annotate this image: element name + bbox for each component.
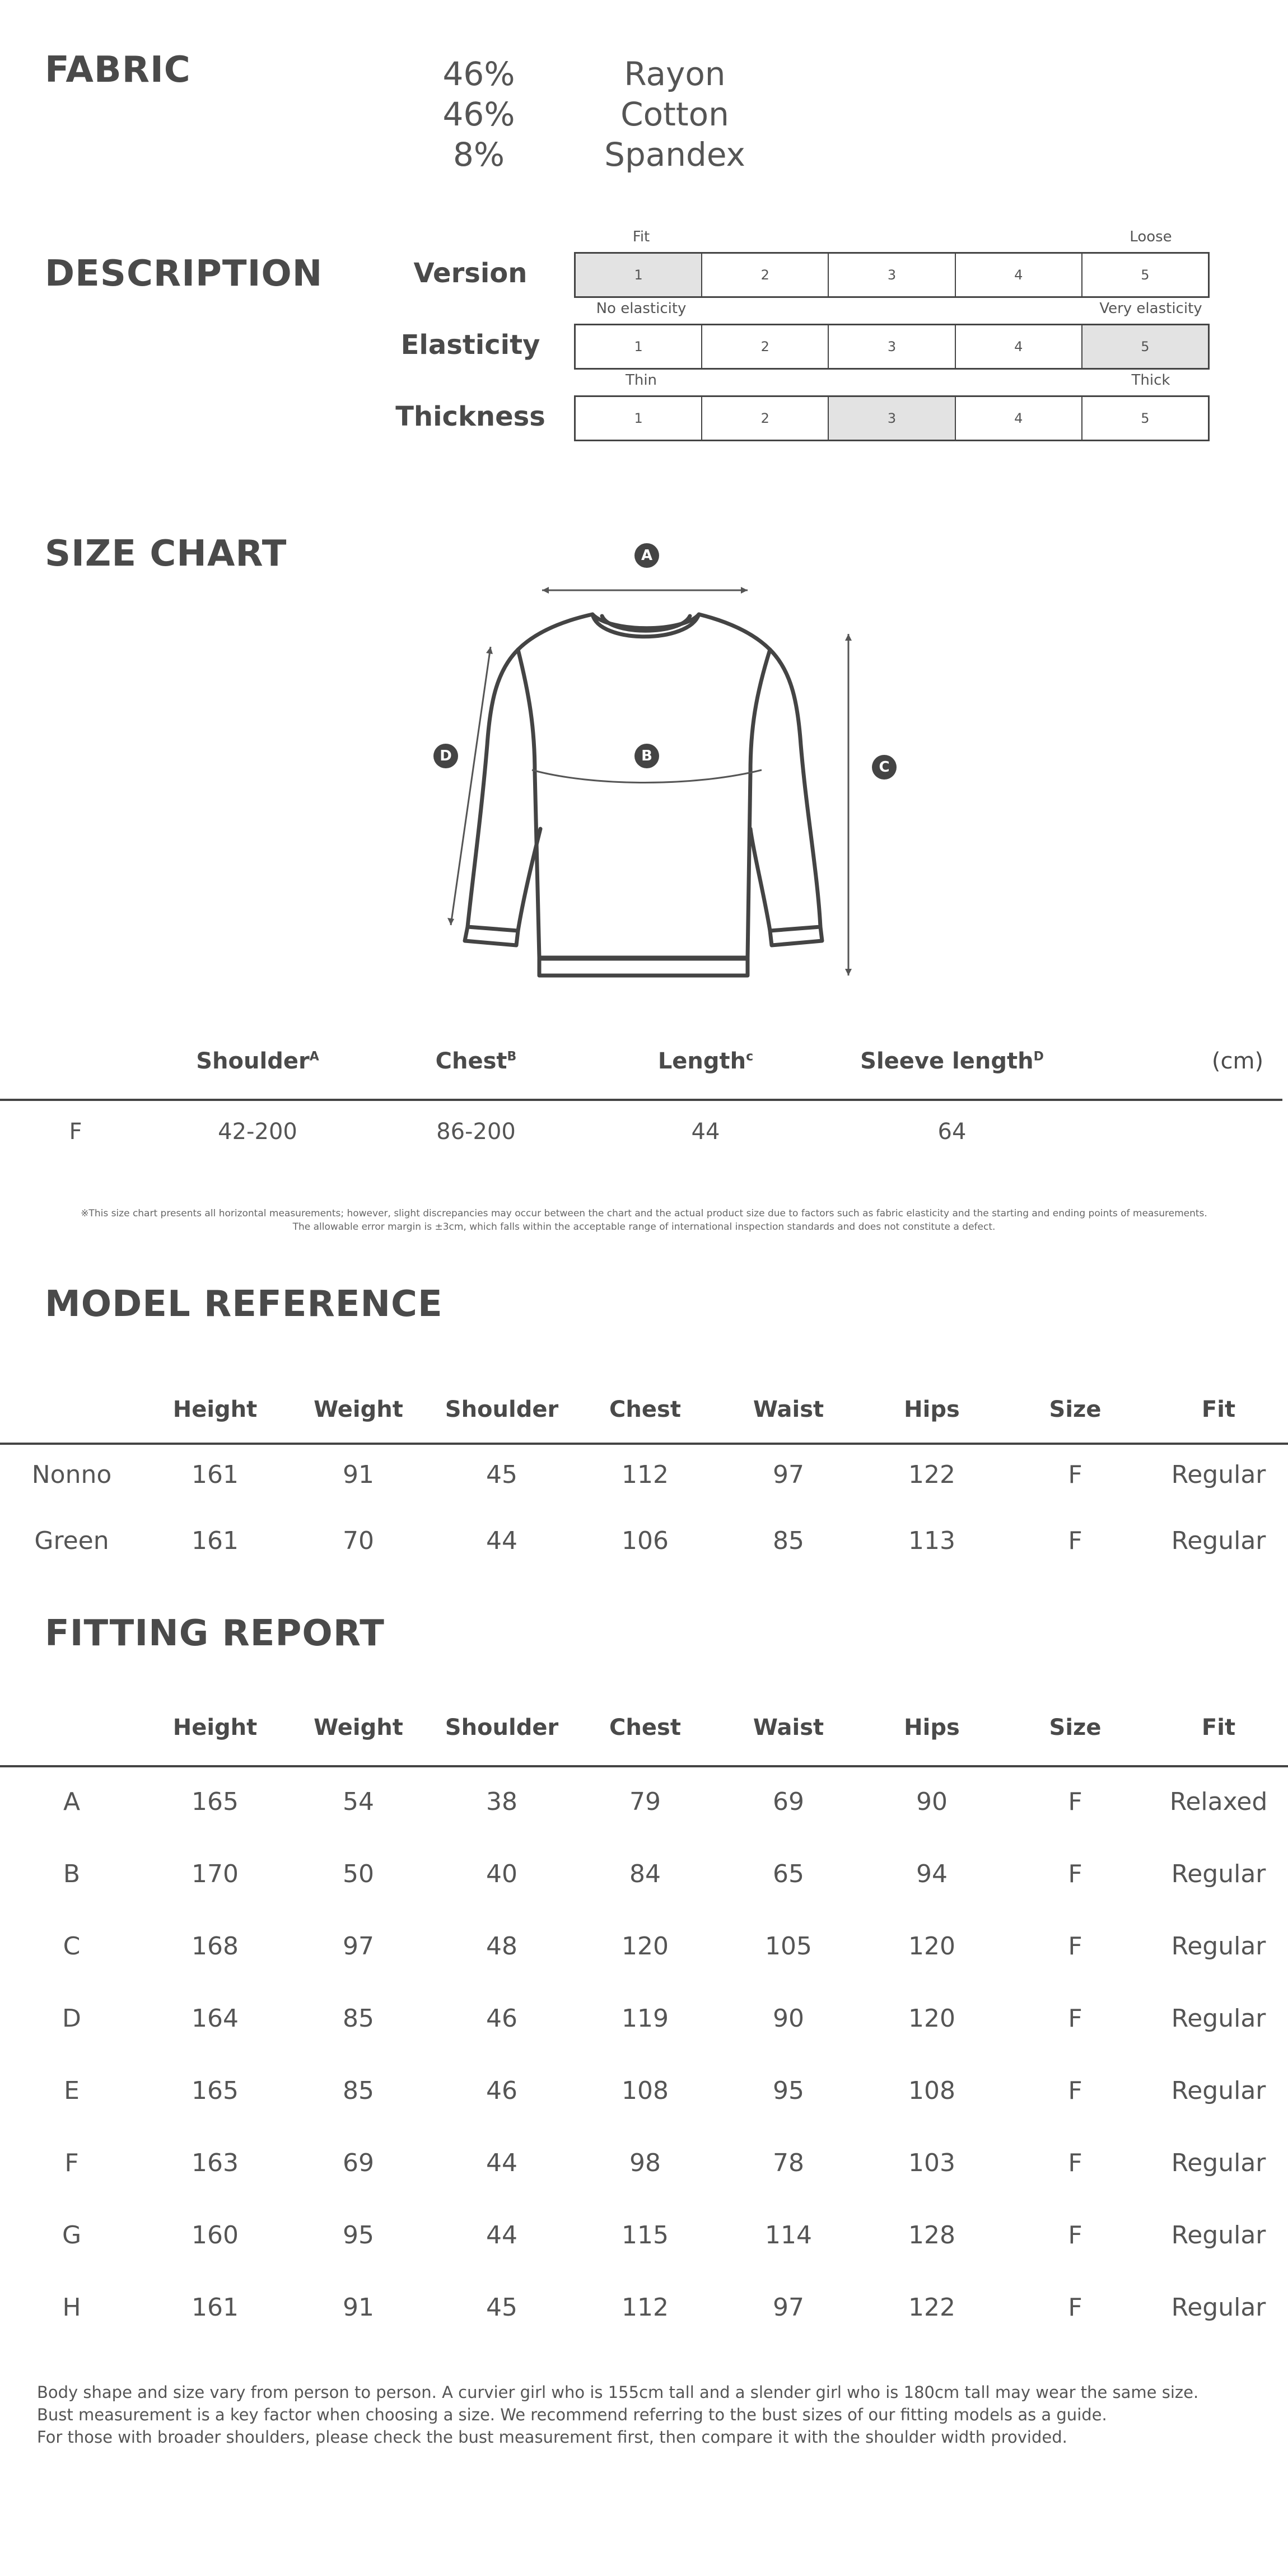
- table-cell: 120: [908, 2004, 955, 2033]
- table-row-label: C: [63, 1932, 81, 1961]
- table-cell: 128: [908, 2221, 955, 2250]
- table-cell: F: [1068, 1527, 1082, 1555]
- scale-high-label: Loose: [1130, 228, 1172, 245]
- table-cell: 38: [486, 1788, 517, 1816]
- table-cell: 50: [343, 1860, 374, 1888]
- size-col-length: Length$^c$: [657, 1048, 754, 1074]
- scale-option: 4: [956, 325, 1082, 368]
- scale-option: 3: [829, 397, 955, 440]
- table-cell: 170: [192, 1860, 239, 1888]
- fabric-percent: 8%: [452, 136, 505, 174]
- table-cell: 106: [622, 1527, 669, 1555]
- table-cell: F: [1068, 2004, 1082, 2033]
- table-cell: Regular: [1171, 2004, 1266, 2033]
- table-cell: 108: [908, 2076, 955, 2105]
- scale-low-label: Thin: [625, 372, 657, 389]
- table-header: Shoulder: [445, 1715, 559, 1740]
- table-row-label: E: [64, 2076, 80, 2105]
- scale-option: 5: [1141, 410, 1150, 426]
- table-header: Shoulder: [445, 1397, 559, 1422]
- divider: [0, 1443, 1288, 1445]
- table-cell: 54: [343, 1788, 374, 1816]
- table-cell: 120: [908, 1932, 955, 1961]
- table-cell: 160: [192, 2221, 239, 2250]
- table-cell: 120: [622, 1932, 669, 1961]
- table-cell: 91: [343, 2293, 374, 2322]
- marker-b-badge: B: [634, 744, 659, 768]
- scale-option: 4: [956, 397, 1082, 440]
- table-row-label: F: [64, 2149, 79, 2177]
- table-cell: 108: [622, 2076, 669, 2105]
- table-cell: 70: [343, 1527, 374, 1555]
- size-row-chest: 86-200: [436, 1119, 516, 1145]
- table-header: Chest: [609, 1715, 681, 1740]
- table-cell: 122: [908, 1460, 955, 1489]
- scale-high-label: Very elasticity: [1099, 300, 1202, 317]
- table-cell: 112: [622, 2293, 669, 2322]
- table-header: Fit: [1201, 1715, 1236, 1740]
- divider: [0, 1765, 1288, 1767]
- table-header: Size: [1049, 1397, 1102, 1422]
- table-cell: 90: [773, 2004, 804, 2033]
- table-cell: 97: [343, 1932, 374, 1961]
- scale-label: Thickness: [395, 401, 545, 432]
- table-cell: 105: [765, 1932, 812, 1961]
- table-cell: Relaxed: [1169, 1788, 1268, 1816]
- table-cell: 91: [343, 1460, 374, 1489]
- size-col-sleeve: Sleeve length$^D$: [860, 1048, 1044, 1074]
- scale-option: 4: [956, 254, 1082, 296]
- table-header: Height: [172, 1397, 258, 1422]
- table-cell: 46: [486, 2004, 517, 2033]
- table-header: Waist: [753, 1715, 824, 1740]
- table-cell: 161: [192, 1527, 239, 1555]
- table-header: Waist: [753, 1397, 824, 1422]
- size-note: ※This size chart presents all horizontal measurements; however, slight discrepancies may occur between the chart and the actual product size due to factors such as fabric elasticity and the starting and ending points of measurements. The allowable error margin is ±3cm, which falls within the acceptable range of international inspection standards and does not constitute a defect.: [81, 1208, 1207, 1233]
- size-col-shoulder: Shoulder$^A$: [196, 1048, 319, 1074]
- table-cell: Regular: [1171, 2221, 1266, 2250]
- fitting-report-heading: FITTING REPORT: [45, 1613, 385, 1654]
- table-cell: F: [1068, 2293, 1082, 2322]
- table-cell: Regular: [1171, 1460, 1266, 1489]
- fabric-heading: FABRIC: [45, 49, 191, 91]
- table-row-label: G: [62, 2221, 82, 2250]
- fabric-material: Rayon: [624, 55, 726, 93]
- marker-c-badge: C: [872, 755, 897, 780]
- table-cell: 168: [192, 1932, 239, 1961]
- table-header: Hips: [904, 1715, 960, 1740]
- scale-low-label: No elasticity: [596, 300, 687, 317]
- table-cell: Regular: [1171, 1860, 1266, 1888]
- scale-low-label: Fit: [632, 228, 650, 245]
- table-cell: 85: [773, 1527, 804, 1555]
- table-header: Weight: [314, 1715, 403, 1740]
- table-row-label: D: [62, 2004, 81, 2033]
- table-cell: F: [1068, 2149, 1082, 2177]
- description-heading: DESCRIPTION: [45, 253, 323, 295]
- sweatshirt-illustration: [0, 0, 1288, 1008]
- table-cell: Regular: [1171, 2076, 1266, 2105]
- scale-label: Version: [413, 258, 528, 289]
- table-cell: 165: [192, 2076, 239, 2105]
- table-cell: 98: [629, 2149, 661, 2177]
- scale-option: 1: [576, 254, 702, 296]
- table-cell: 44: [486, 1527, 517, 1555]
- marker-d-badge: D: [433, 744, 458, 768]
- table-header: Size: [1049, 1715, 1102, 1740]
- scale-option: 2: [702, 397, 829, 440]
- table-cell: F: [1068, 1932, 1082, 1961]
- table-cell: 85: [343, 2004, 374, 2033]
- divider: [0, 1099, 1282, 1101]
- table-cell: Regular: [1171, 1932, 1266, 1961]
- table-cell: F: [1068, 1860, 1082, 1888]
- table-cell: 161: [192, 2293, 239, 2322]
- table-cell: 119: [622, 2004, 669, 2033]
- table-cell: 112: [622, 1460, 669, 1489]
- table-cell: F: [1068, 1788, 1082, 1816]
- scale-option: 5: [1082, 325, 1208, 368]
- scale-option: 2: [702, 254, 829, 296]
- table-header: Height: [172, 1715, 258, 1740]
- table-cell: 69: [343, 2149, 374, 2177]
- size-unit: (cm): [1211, 1048, 1264, 1074]
- table-cell: 40: [486, 1860, 517, 1888]
- fabric-material: Spandex: [604, 136, 745, 174]
- scale-option: 1: [576, 325, 702, 368]
- table-cell: 65: [773, 1860, 804, 1888]
- table-cell: 85: [343, 2076, 374, 2105]
- garment-diagram: [0, 0, 1288, 1008]
- size-col-chest: Chest$^B$: [435, 1048, 517, 1074]
- size-row-label: F: [69, 1119, 82, 1145]
- table-cell: 79: [629, 1788, 661, 1816]
- table-cell: 46: [486, 2076, 517, 2105]
- table-cell: 165: [192, 1788, 239, 1816]
- table-cell: 115: [622, 2221, 669, 2250]
- scale-option: 5: [1141, 267, 1150, 283]
- size-row-sleeve: 64: [937, 1119, 967, 1145]
- marker-a-badge: A: [634, 543, 659, 568]
- table-cell: 45: [486, 1460, 517, 1489]
- scale-label: Elasticity: [400, 329, 540, 361]
- size-chart-heading: SIZE CHART: [45, 533, 287, 575]
- fabric-percent: 46%: [442, 95, 515, 133]
- table-cell: 95: [343, 2221, 374, 2250]
- table-header: Hips: [904, 1397, 960, 1422]
- table-cell: 113: [908, 1527, 955, 1555]
- table-cell: 103: [908, 2149, 955, 2177]
- table-cell: 84: [629, 1860, 661, 1888]
- scale-option: 1: [576, 397, 702, 440]
- table-cell: 48: [486, 1932, 517, 1961]
- scale-option: 3: [829, 325, 955, 368]
- table-cell: Regular: [1171, 2293, 1266, 2322]
- table-cell: Regular: [1171, 2149, 1266, 2177]
- fabric-percent: 46%: [442, 55, 515, 93]
- table-cell: F: [1068, 2221, 1082, 2250]
- table-cell: 44: [486, 2221, 517, 2250]
- table-cell: F: [1068, 2076, 1082, 2105]
- scale-option: 3: [829, 254, 955, 296]
- table-cell: 164: [192, 2004, 239, 2033]
- size-row-length: 44: [691, 1119, 720, 1145]
- table-cell: 45: [486, 2293, 517, 2322]
- table-row-label: Nonno: [31, 1460, 112, 1489]
- table-cell: 44: [486, 2149, 517, 2177]
- table-cell: 69: [773, 1788, 804, 1816]
- table-cell: 122: [908, 2293, 955, 2322]
- table-header: Chest: [609, 1397, 681, 1422]
- scale-option: 2: [702, 325, 829, 368]
- table-cell: 97: [773, 2293, 804, 2322]
- table-cell: Regular: [1171, 1527, 1266, 1555]
- table-cell: 161: [192, 1460, 239, 1489]
- table-cell: 114: [765, 2221, 812, 2250]
- table-cell: F: [1068, 1460, 1082, 1489]
- table-cell: 78: [773, 2149, 804, 2177]
- table-header: Fit: [1201, 1397, 1236, 1422]
- table-cell: 94: [916, 1860, 948, 1888]
- table-header: Weight: [314, 1397, 403, 1422]
- table-row-label: Green: [34, 1527, 109, 1555]
- scale-high-label: Thick: [1131, 372, 1170, 389]
- fabric-material: Cotton: [620, 95, 729, 133]
- table-row-label: H: [62, 2293, 81, 2322]
- footer-note: Body shape and size vary from person to person. A curvier girl who is 155cm tall and a slender girl who is 180cm tall may wear the same size. Bust measurement is a key factor when choosing a size. We recommend referring to the bust sizes of our fitting models as a guide. For those with broader shoulders, please check the bust measurement first, then compare it with the shoulder width provided.: [37, 2383, 1199, 2447]
- table-cell: 97: [773, 1460, 804, 1489]
- table-cell: 95: [773, 2076, 804, 2105]
- table-row-label: B: [63, 1860, 81, 1888]
- table-cell: 163: [192, 2149, 239, 2177]
- size-row-shoulder: 42-200: [218, 1119, 297, 1145]
- model-reference-heading: MODEL REFERENCE: [45, 1284, 443, 1325]
- table-cell: 90: [916, 1788, 948, 1816]
- table-row-label: A: [63, 1788, 81, 1816]
